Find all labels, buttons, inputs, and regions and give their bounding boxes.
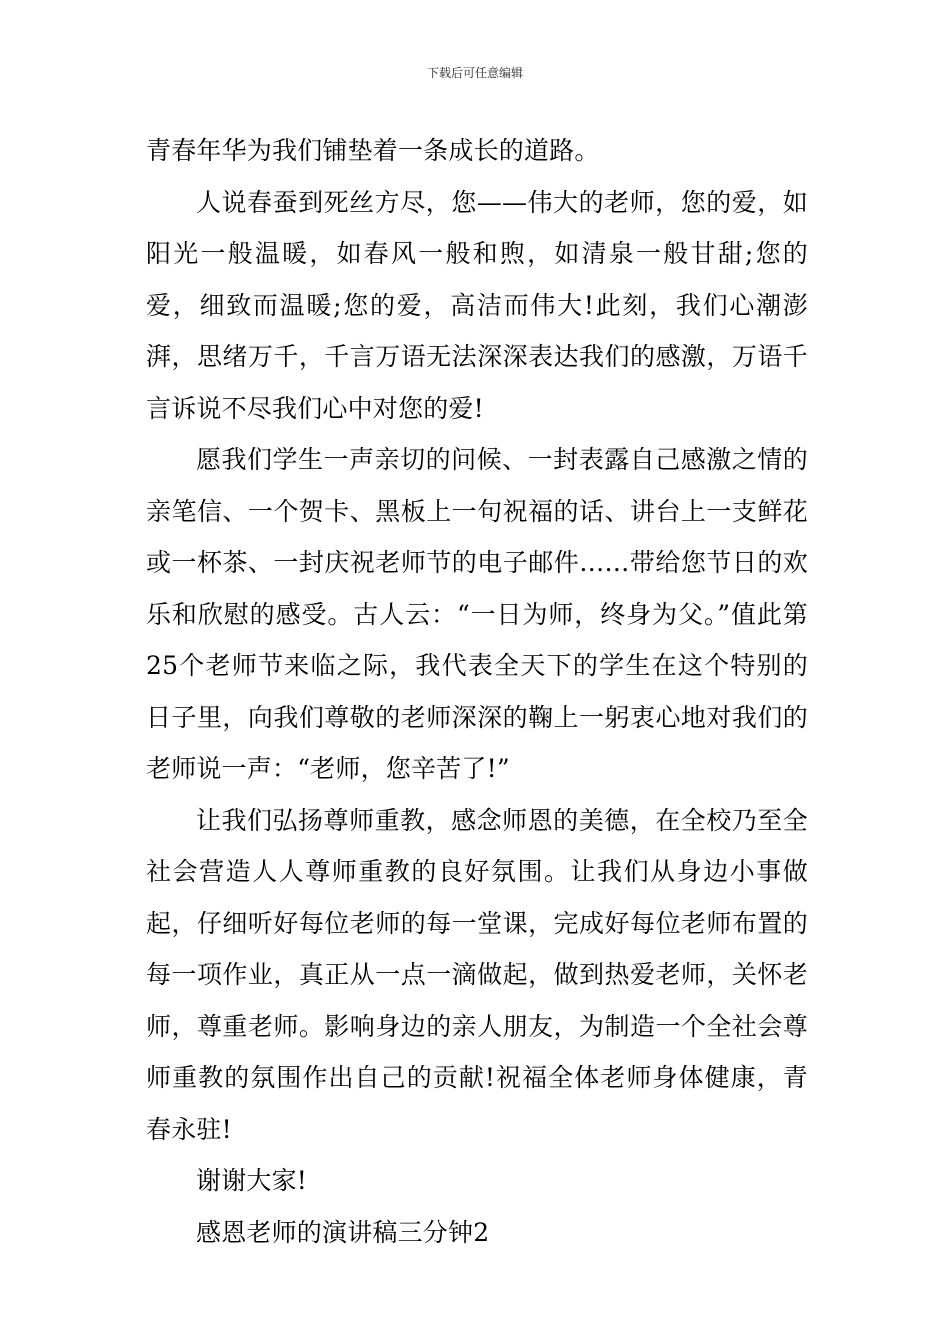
- document-body: [146, 125, 808, 1258]
- section-heading: 感恩老师的演讲稿三分钟2: [196, 1217, 490, 1247]
- paragraph-respect-teachers: 让我们弘扬尊师重教，感念师恩的美德，在全校乃至全社会营造人人尊师重教的良好氛围。让我们从身边小事做起，仔细听好每位老师的每一堂课，完成好每位老师布置的每一项作业，真正从一点一滴做起，做到热爱老师，关怀老师，尊重老师。影响身边的亲人朋友，为制造一个全社会尊师重教的氛围作出自己的贡献!祝福全体老师身体健康，青春永驻!: [146, 805, 808, 1144]
- paragraph-greetings: 愿我们学生一声亲切的问候、一封表露自己感激之情的亲笔信、一个贺卡、黑板上一句祝福的话、讲台上一支鲜花或一杯茶、一封庆祝老师节的电子邮件……带给您节日的欢乐和欣慰的感受。古人云：“一日为师，终身为父。”值此第25个老师节来临之际，我代表全天下的学生在这个特别的日子里，向我们尊敬的老师深深的鞠上一躬衷心地对我们的老师说一声：“老师，您辛苦了!”: [146, 445, 808, 783]
- paragraph-silkworm: 人说春蚕到死丝方尽，您——伟大的老师，您的爱，如阳光一般温暖，如春风一般和煦，如清泉一般甘甜;您的爱，细致而温暖;您的爱，高洁而伟大!此刻，我们心潮澎湃，思绪万千，千言万语无法深深表达我们的感激，万语千言诉说不尽我们心中对您的爱!: [146, 187, 808, 423]
- page-header: 下载后可任意编辑: [426, 66, 523, 80]
- paragraph-continuation: 青春年华为我们铺垫着一条成长的道路。: [146, 136, 600, 165]
- paragraph-thanks: 谢谢大家!: [196, 1166, 308, 1195]
